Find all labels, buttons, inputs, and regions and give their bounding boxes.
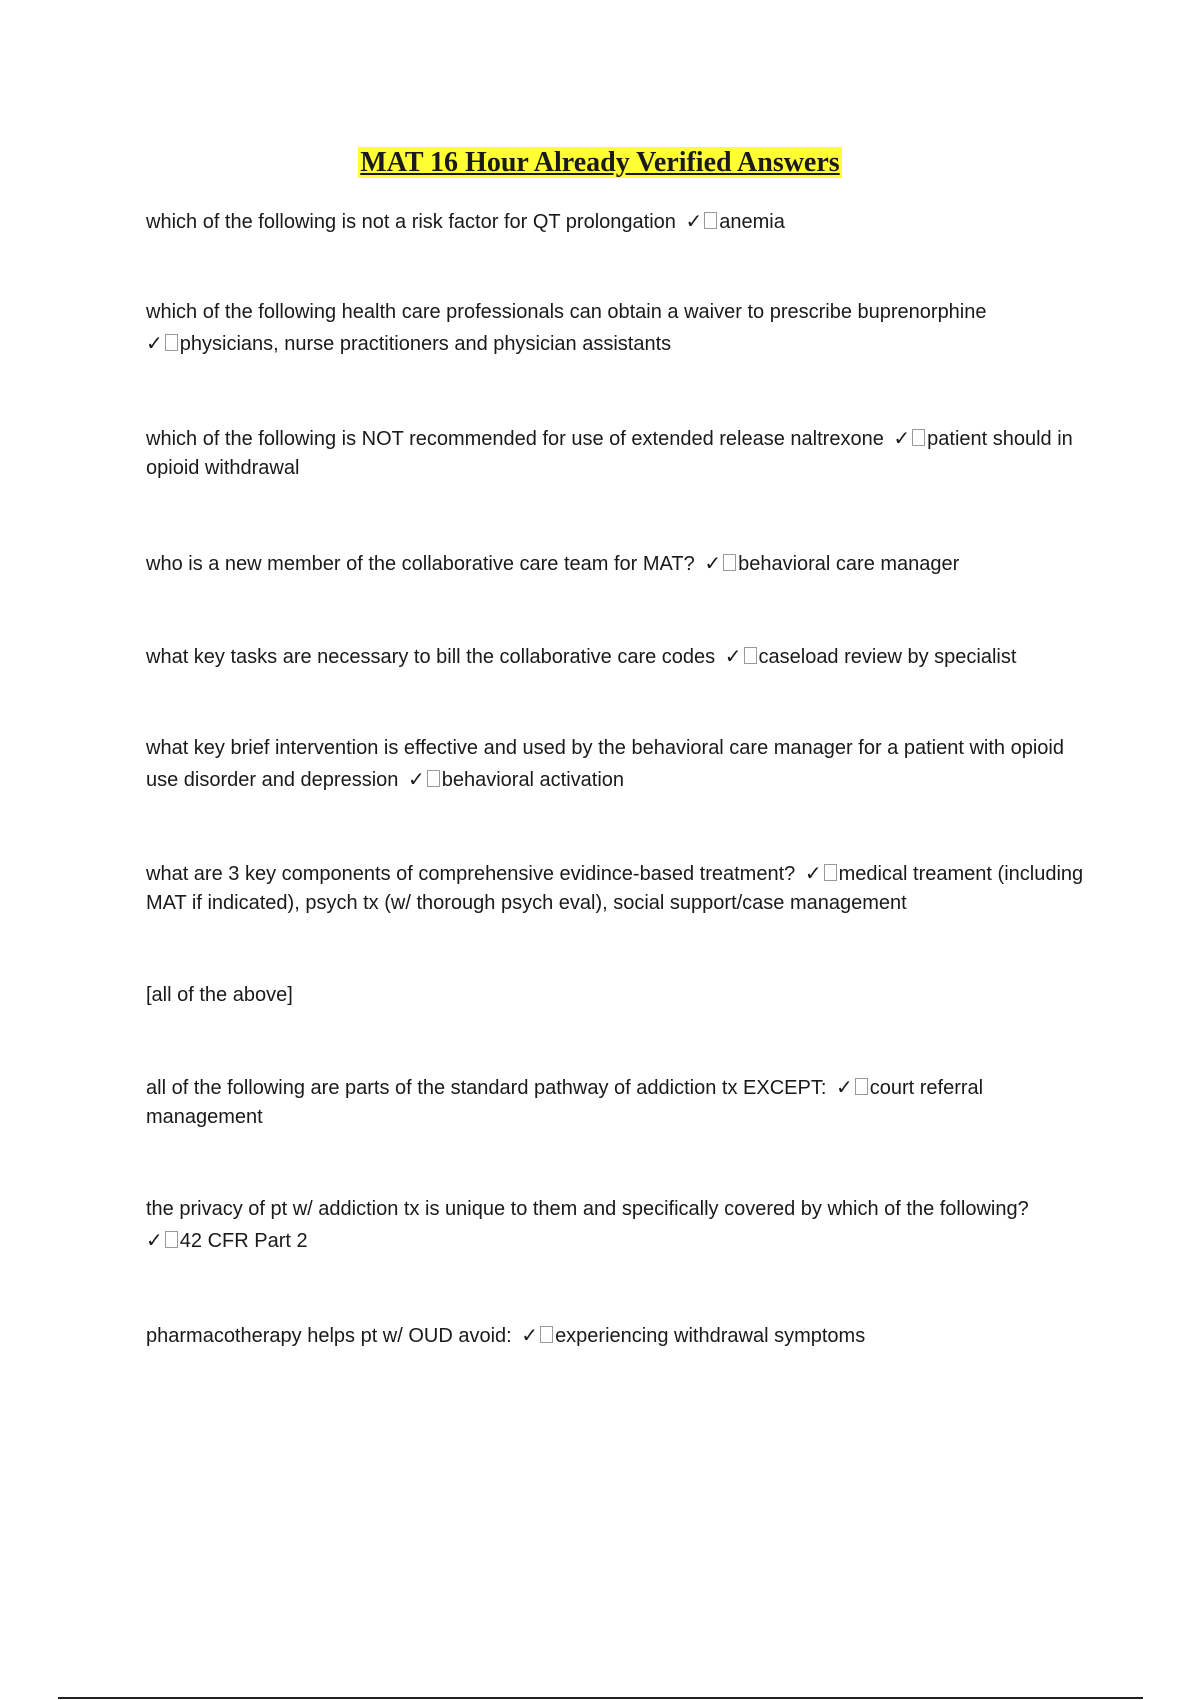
answer-text: patient should in opioid withdrawal [146, 428, 1073, 479]
question-text: pharmacotherapy helps pt w/ OUD avoid: [146, 1325, 512, 1347]
qa-item [146, 860, 1086, 918]
qa-item [146, 206, 1086, 238]
question-text: which of the following is not a risk factor for QT prolongation [146, 211, 676, 233]
answer-text: experiencing withdrawal symptoms [555, 1325, 866, 1347]
check-icon: ✓ [685, 211, 703, 233]
qa-item [146, 296, 1086, 360]
question-text: which of the following is NOT recommended for use of extended release naltrexone [146, 428, 884, 450]
check-icon: ✓ [704, 553, 722, 575]
qa-item [146, 979, 1086, 1011]
check-icon: ✓ [835, 1077, 853, 1099]
answer-text: caseload review by specialist [758, 646, 1017, 668]
answer-text: court referral management [146, 1077, 984, 1128]
check-icon: ✓ [407, 769, 425, 791]
check-icon: ✓ [146, 1230, 163, 1252]
page-title-text: MAT 16 Hour Already Verified Answers [360, 147, 840, 178]
question-text: which of the following health care professionals can obtain a waiver to prescribe buprenorphine [146, 301, 987, 323]
check-icon: ✓ [724, 646, 742, 668]
placeholder-box-icon [427, 770, 440, 787]
check-icon: ✓ [146, 333, 163, 355]
placeholder-box-icon [912, 429, 925, 446]
placeholder-box-icon [540, 1326, 553, 1343]
answer-text: 42 CFR Part 2 [179, 1230, 308, 1252]
question-text: what key brief intervention is effective and used by the behavioral care manager for a patient with opioid use disorder and depression [146, 737, 1064, 791]
question-text: all of the following are parts of the standard pathway of addiction tx EXCEPT: [146, 1077, 827, 1099]
question-text: what are 3 key components of comprehensive evidince-based treatment? [146, 863, 796, 885]
check-icon: ✓ [521, 1325, 539, 1347]
answer-text: medical treament (including MAT if indicated), psych tx (w/ thorough psych eval), social support/case management [146, 863, 1084, 914]
placeholder-box-icon [704, 212, 717, 229]
check-icon: ✓ [804, 863, 822, 885]
qa-item [146, 548, 1086, 580]
qa-item [146, 1320, 1086, 1352]
placeholder-box-icon [165, 334, 178, 351]
qa-item [146, 732, 1086, 796]
placeholder-box-icon [824, 864, 837, 881]
placeholder-box-icon [744, 647, 757, 664]
qa-item [146, 641, 1086, 673]
question-text: [all of the above] [146, 984, 293, 1006]
question-text: the privacy of pt w/ addiction tx is unique to them and specifically covered by which of the following? [146, 1198, 1029, 1220]
placeholder-box-icon [723, 554, 736, 571]
placeholder-box-icon [855, 1078, 868, 1095]
check-icon: ✓ [893, 428, 911, 450]
bottom-divider [58, 1697, 1143, 1699]
qa-item [146, 1074, 1086, 1132]
question-text: who is a new member of the collaborative care team for MAT? [146, 553, 695, 575]
question-text: what key tasks are necessary to bill the collaborative care codes [146, 646, 716, 668]
answer-text: anemia [719, 211, 785, 233]
qa-item [146, 425, 1086, 483]
placeholder-box-icon [165, 1231, 178, 1248]
answer-text: behavioral activation [441, 769, 625, 791]
answer-text: behavioral care manager [738, 553, 960, 575]
answer-text: physicians, nurse practitioners and physician assistants [179, 333, 672, 355]
page-title [0, 142, 1200, 181]
qa-item [146, 1193, 1086, 1257]
